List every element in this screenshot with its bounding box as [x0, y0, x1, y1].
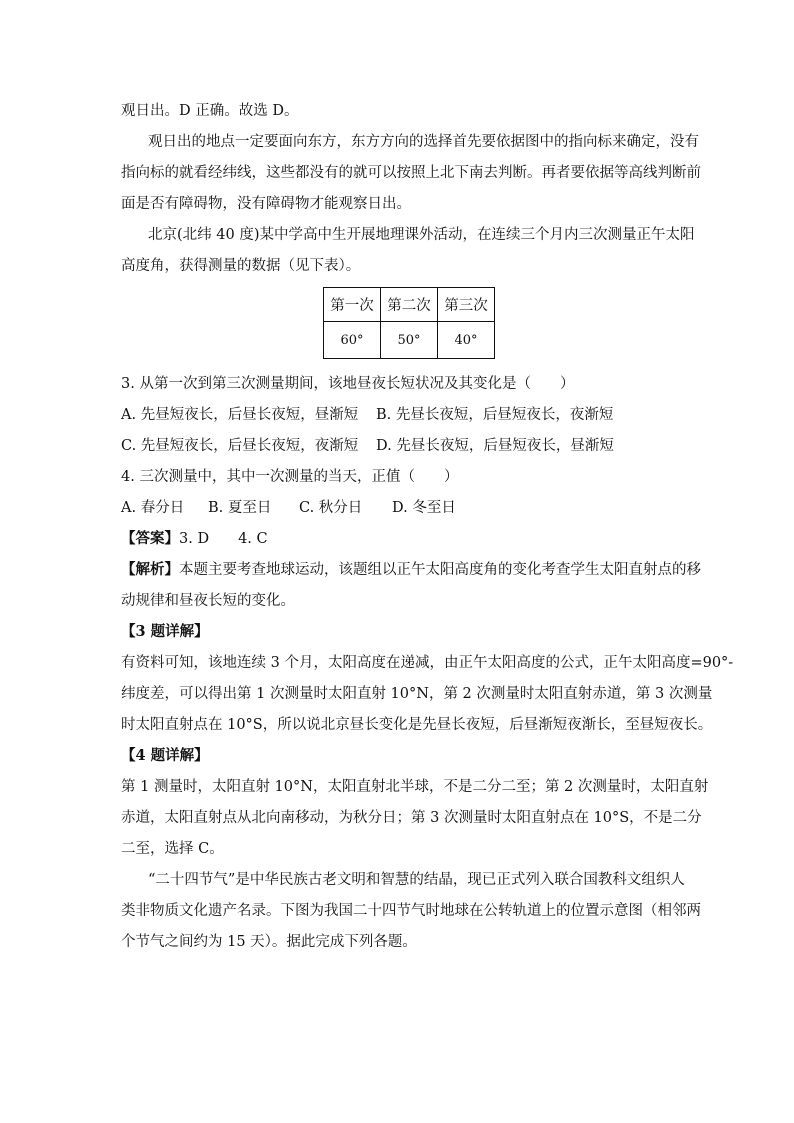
analysis-text: 动规律和昼夜长短的变化。 [121, 593, 295, 609]
paragraph-text: 有资料可知，该地连续 3 个月，太阳高度在递减，由正午太阳高度的公式，正午太阳高度=90°- [121, 655, 734, 671]
table-header-cell: 第二次 [381, 288, 438, 322]
table-cell: 50° [381, 322, 438, 359]
section-heading: 【3 题详解】 [121, 623, 209, 640]
analysis-text: 本题主要考查地球运动，该题组以正午太阳高度角的变化考查学生太阳直射点的移 [179, 562, 701, 578]
option-c: C. 秋分日 [299, 500, 363, 516]
measurement-table [323, 287, 495, 359]
paragraph-text: 赤道，太阳直射点从北向南移动，为秋分日；第 3 次测量时太阳直射点在 10°S，不是二分 [121, 810, 702, 826]
option-b: B. 夏至日 [208, 500, 272, 516]
option-a: A. 先昼短夜长，后昼长夜短，昼渐短 [121, 407, 359, 423]
table-header-cell: 第三次 [438, 288, 495, 322]
paragraph-text: 第 1 测量时，太阳直射 10°N，太阳直射北半球，不是二分二至；第 2 次测量时，太阳直射 [121, 779, 709, 795]
answer-text: 3. D 4. C [179, 531, 268, 547]
paragraph-text: 观日出。D 正确。故选 D。 [121, 103, 299, 119]
analysis-line [121, 560, 701, 580]
option-c: C. 先昼短夜长，后昼长夜短，夜渐短 [121, 438, 359, 454]
paragraph-text: 二至，选择 C。 [121, 841, 224, 857]
option-d: D. 先昼长夜短，后昼短夜长，昼渐短 [376, 438, 614, 454]
table-header-cell: 第一次 [324, 288, 381, 322]
table-cell: 40° [438, 322, 495, 359]
paragraph-text: 纬度差，可以得出第 1 次测量时太阳直射 10°N，第 2 次测量时太阳直射赤道，第 3 次测量 [121, 686, 713, 702]
option-d: D. 冬至日 [392, 500, 456, 516]
table-row [324, 322, 495, 359]
section-heading: 【4 题详解】 [121, 747, 209, 764]
option-b: B. 先昼长夜短，后昼短夜长，夜渐短 [376, 407, 614, 423]
paragraph-text: 观日出的地点一定要面向东方，东方方向的选择首先要依据图中的指向标来确定，没有 [148, 134, 699, 150]
question-stem: 4. 三次测量中，其中一次测量的当天，正值（ ） [121, 469, 459, 485]
analysis-label: 【解析】 [121, 561, 179, 578]
paragraph-text: 高度角，获得测量的数据（见下表）。 [121, 258, 361, 274]
option-a: A. 春分日 [121, 500, 185, 516]
paragraph-text: “二十四节气”是中华民族古老文明和智慧的结晶，现已正式列入联合国教科文组织人 [148, 872, 685, 888]
answer-label: 【答案】 [121, 530, 179, 547]
question-stem: 3. 从第一次到第三次测量期间，该地昼夜长短状况及其变化是（ ） [121, 376, 575, 392]
paragraph-text: 北京(北纬 40 度)某中学高中生开展地理课外活动，在连续三个月内三次测量正午太阳 [148, 227, 695, 243]
paragraph-text: 类非物质文化遗产名录。下图为我国二十四节气时地球在公转轨道上的位置示意图（相邻两 [121, 903, 701, 919]
paragraph-text: 个节气之间约为 15 天）。据此完成下列各题。 [121, 934, 417, 950]
paragraph-text: 面是否有障碍物，没有障碍物才能观察日出。 [121, 196, 411, 212]
table-cell: 60° [324, 322, 381, 359]
table-header-row [324, 288, 495, 322]
paragraph-text: 时太阳直射点在 10°S，所以说北京昼长变化是先昼长夜短，后昼渐短夜渐长，至昼短夜长。 [121, 717, 713, 733]
paragraph-text: 指向标的就看经纬线，这些都没有的就可以按照上北下南去判断。再者要依据等高线判断前 [121, 165, 701, 181]
answer-line [121, 529, 268, 549]
